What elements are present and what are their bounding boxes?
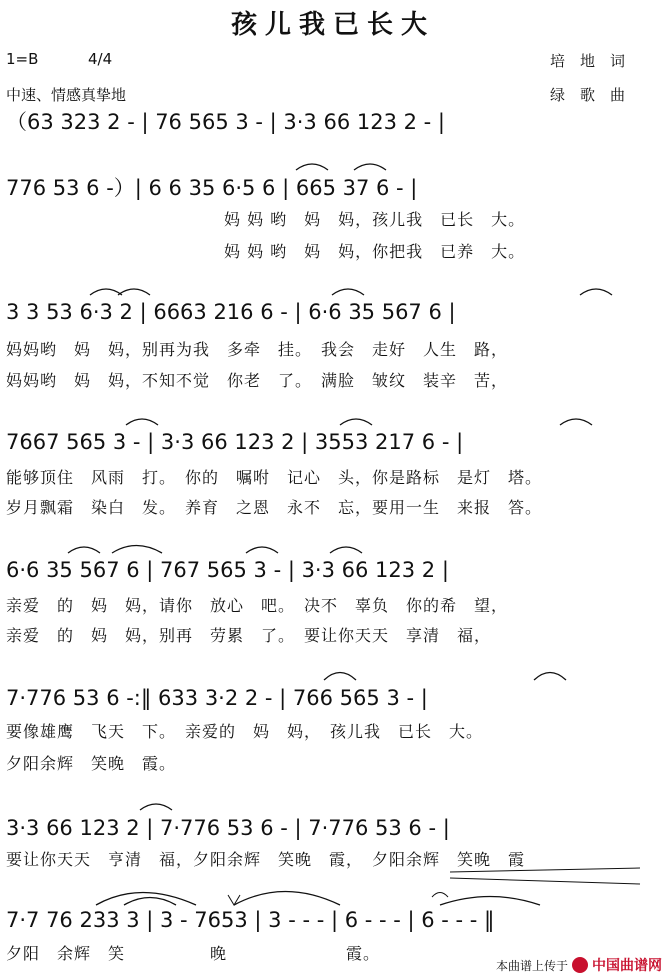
key-signature: 1=B bbox=[6, 50, 39, 68]
time-signature: 4/4 bbox=[88, 50, 113, 68]
system-2-verse-1: 妈 妈 哟 妈 妈，孩儿我 已长 大。 bbox=[224, 210, 526, 229]
lyricist-credit: 培 地 词 bbox=[550, 52, 626, 70]
song-title: 孩儿我已长大 bbox=[230, 10, 435, 40]
system-8-notes: 7·7 76 233 3 | 3 - 7653 | 3 - - - | 6 - - - | 6 - - - ‖ bbox=[6, 908, 495, 932]
composer-credit: 绿 歌 曲 bbox=[550, 86, 626, 104]
tempo-marking: 中速、情感真挚地 bbox=[6, 86, 127, 104]
system-6-verse-1: 要像雄鹰 飞天 下。 亲爱的 妈 妈， 孩儿我 已长 大。 bbox=[6, 722, 484, 741]
system-5-verse-2: 亲爱 的 妈 妈，别再 劳累 了。 要让你天天 享清 福， bbox=[6, 626, 492, 645]
system-2-verse-2: 妈 妈 哟 妈 妈，你把我 已养 大。 bbox=[224, 242, 526, 261]
system-6-verse-2: 夕阳余辉 笑晚 霞。 bbox=[6, 754, 177, 773]
system-7-notes: 3·3 66 123 2 | 7·776 53 6 - | 7·776 53 6 - | bbox=[6, 816, 450, 840]
system-3-verse-1: 妈妈哟 妈 妈，别再为我 多牵 挂。 我会 走好 人生 路， bbox=[6, 340, 509, 359]
system-1-notes: （63 323 2 - | 76 565 3 - | 3·3 66 123 2 - | bbox=[6, 110, 445, 134]
site-footer bbox=[496, 955, 662, 975]
footer-brand: 中国曲谱网 bbox=[592, 958, 662, 974]
system-5-verse-1: 亲爱 的 妈 妈，请你 放心 吧。 决不 辜负 你的希 望， bbox=[6, 596, 509, 615]
site-logo-icon bbox=[572, 957, 588, 973]
system-5-notes: 6·6 35 567 6 | 767 565 3 - | 3·3 66 123 2 | bbox=[6, 558, 449, 582]
system-3-verse-2: 妈妈哟 妈 妈，不知不觉 你老 了。 满脸 皱纹 装辛 苦， bbox=[6, 371, 509, 390]
system-7-verse-1: 要让你天天 亨清 福，夕阳余辉 笑晚 霞， 夕阳余辉 笑晚 霞 bbox=[6, 850, 526, 869]
system-4-verse-2: 岁月飘霜 染白 发。 养育 之恩 永不 忘，要用一生 来报 答。 bbox=[6, 498, 543, 517]
system-2-notes: 776 53 6 -）| 6 6 35 6·5 6 | 665 37 6 - | bbox=[6, 176, 418, 200]
system-4-notes: 7667 565 3 - | 3·3 66 123 2 | 3553 217 6 - | bbox=[6, 430, 464, 454]
system-6-notes: 7·776 53 6 -:‖ 633 3·2 2 - | 766 565 3 - | bbox=[6, 686, 428, 710]
footer-text: 本曲谱上传于 bbox=[495, 958, 568, 973]
system-4-verse-1: 能够顶住 风雨 打。 你的 嘱咐 记心 头，你是路标 是灯 塔。 bbox=[6, 468, 543, 487]
system-8-verse-1: 夕阳 余辉 笑 晚 霞。 bbox=[6, 944, 381, 963]
system-3-notes: 3 3 53 6·3 2 | 6663 216 6 - | 6·6 35 567 6 | bbox=[6, 300, 456, 324]
